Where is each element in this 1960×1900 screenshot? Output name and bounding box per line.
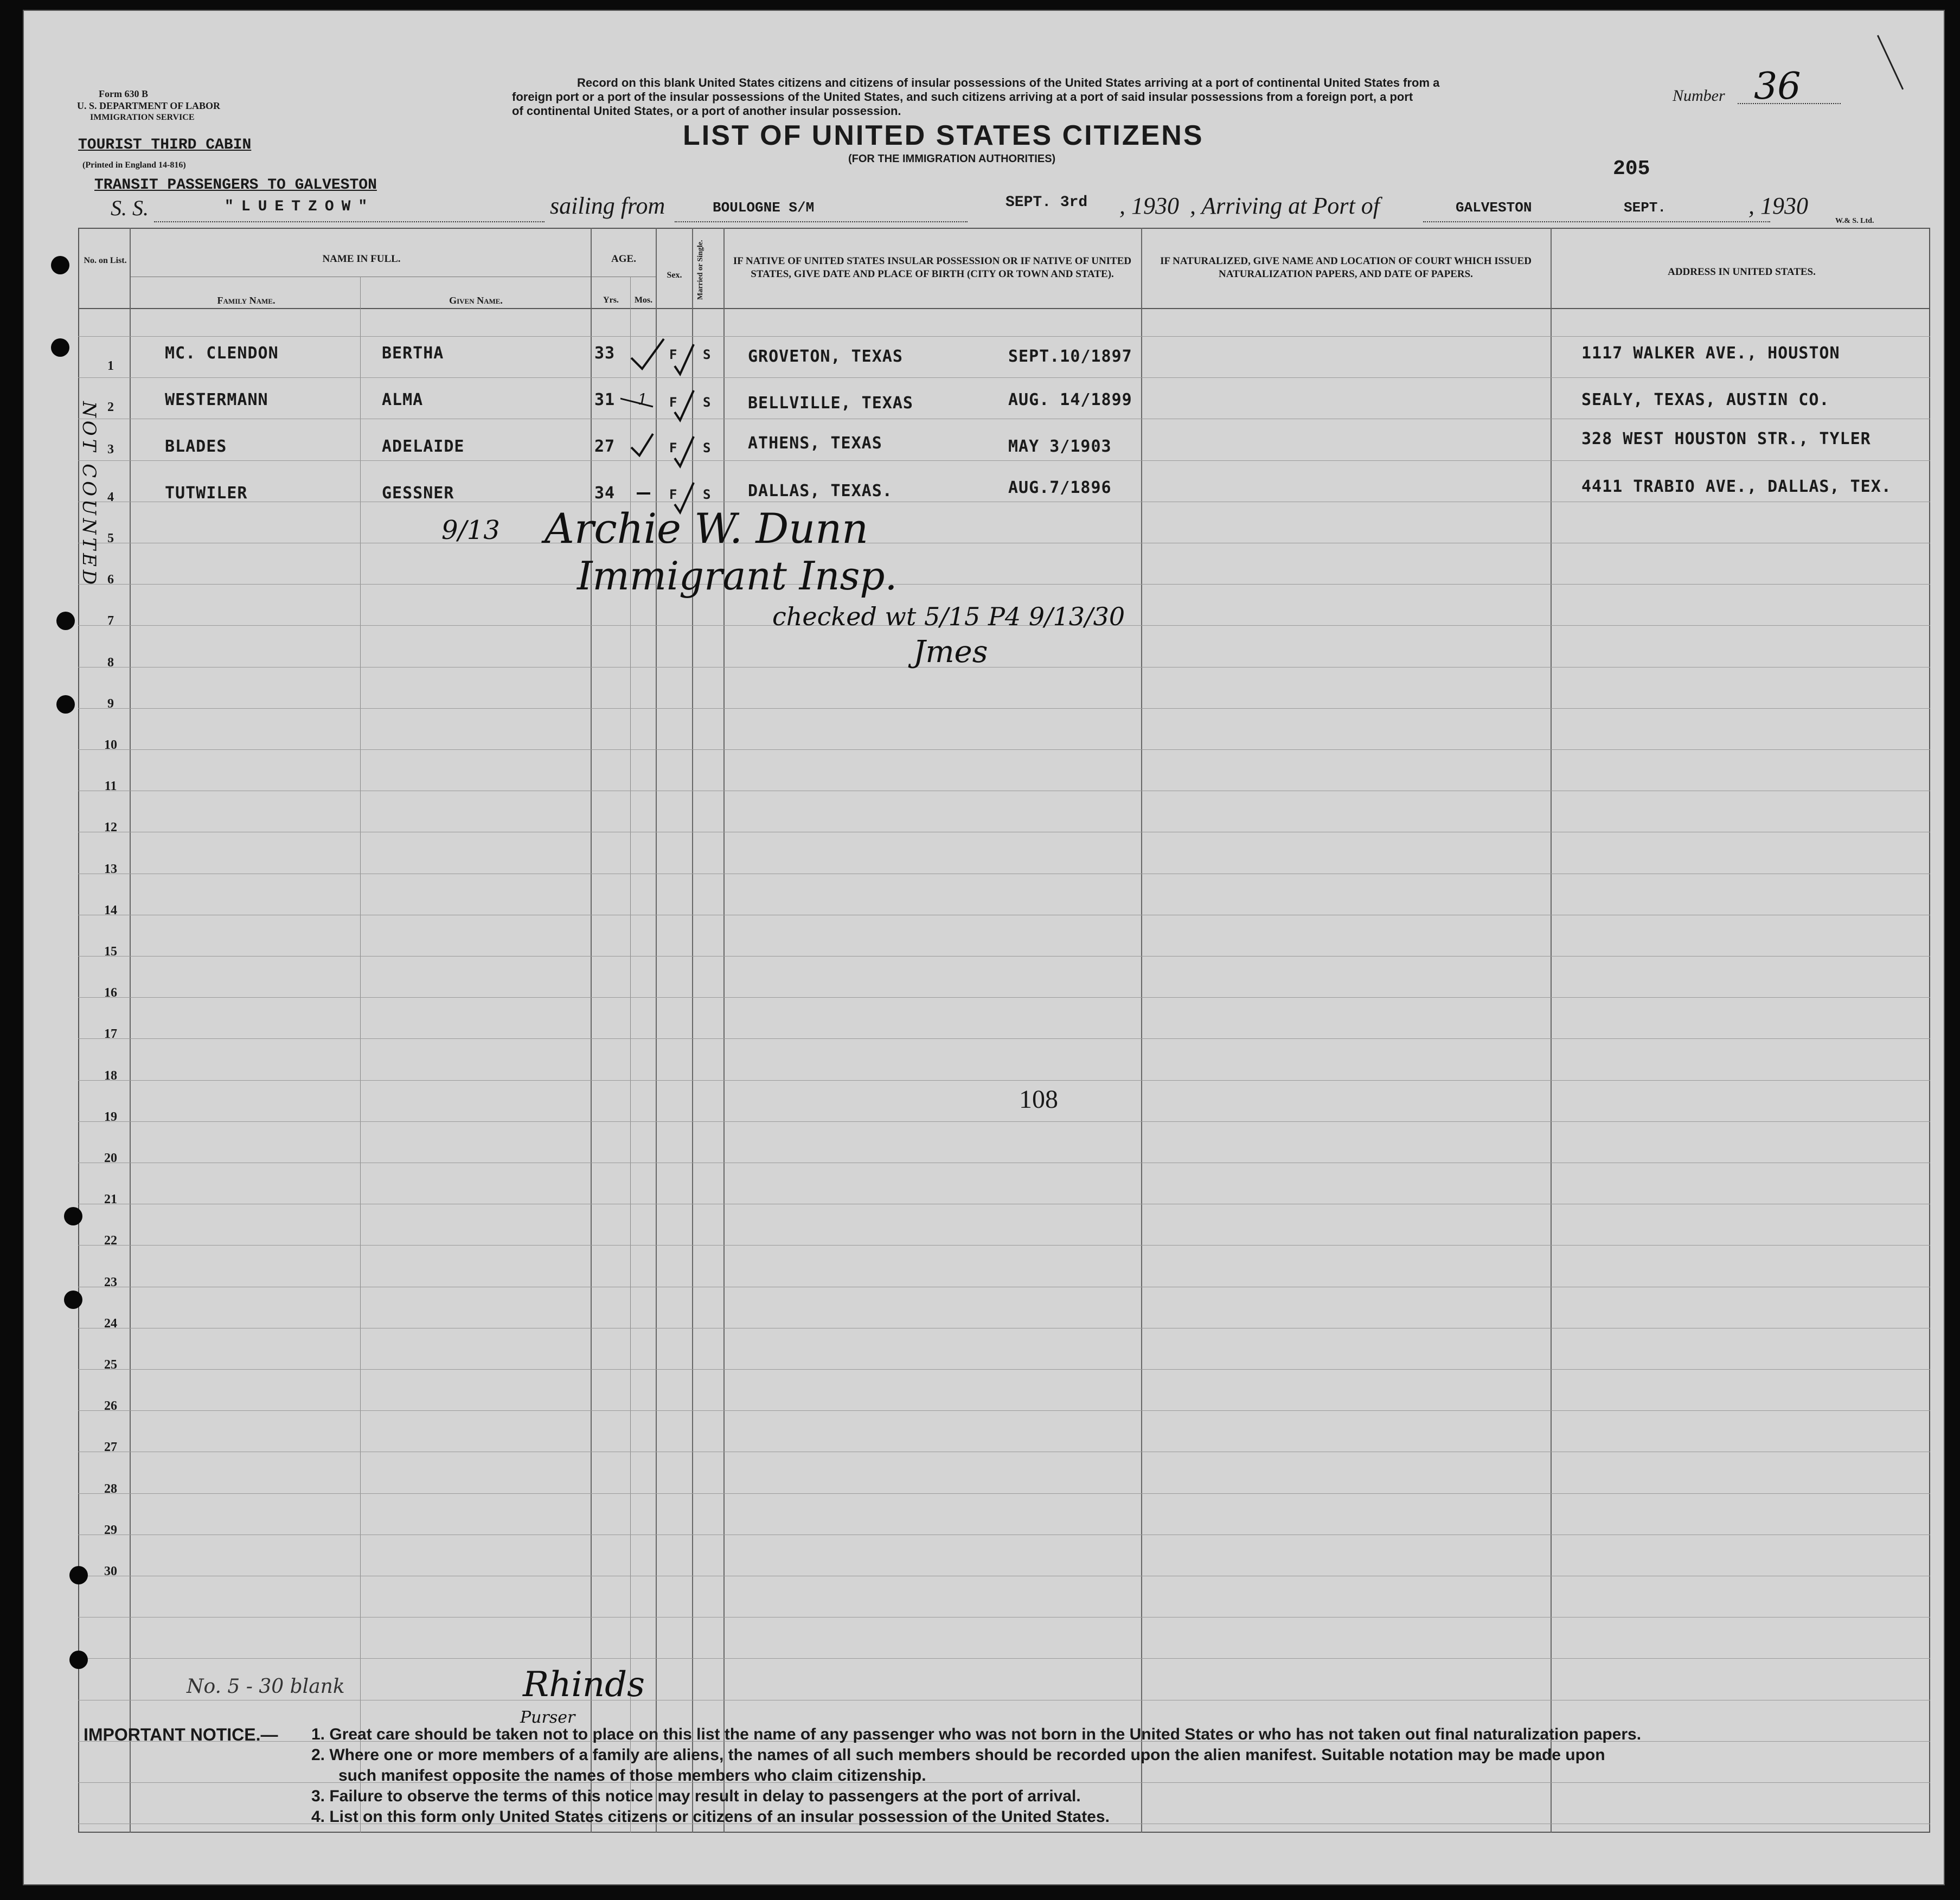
header-naturalized: IF NATURALIZED, GIVE NAME AND LOCATION OF COURT WHICH ISSUED NATURALIZATION PAPERS, AND DATE OF PAPERS. <box>1160 255 1532 280</box>
col-divider-name <box>591 228 592 1833</box>
row-rule <box>78 1121 1930 1122</box>
row-number: 1 <box>107 359 114 373</box>
marital-status: S <box>703 487 712 502</box>
record-text: Record on this blank United States citizens and citizens of insular possessions of the United States arriving at a port of continental United States from a foreign port or a port of the insular possessions of the United States, and such citizens arriving at a port of said insular possessions from a foreign port, a port of continental United States, or a port of another insular possession. <box>512 76 1440 118</box>
row-number: 17 <box>104 1027 117 1042</box>
col-divider-birth <box>1141 228 1142 1833</box>
header-given-name: Given Name. <box>449 295 503 306</box>
header-age: AGE. <box>611 253 636 265</box>
birth-place: ATHENS, TEXAS <box>748 434 882 453</box>
row-number: 26 <box>104 1399 117 1414</box>
check-marks <box>620 336 713 521</box>
ship-prefix: S. S. <box>111 196 149 220</box>
row-rule <box>78 1080 1930 1081</box>
header-divider <box>78 308 1930 309</box>
binder-hole <box>64 1207 82 1225</box>
birth-date: SEPT.10/1897 <box>1008 347 1132 366</box>
checked-annotation: checked wt 5/15 P4 9/13/30 <box>772 602 1125 631</box>
binder-hole <box>56 695 75 714</box>
row-number: 16 <box>104 986 117 1000</box>
row-rule <box>78 460 1930 461</box>
header-no-on-list: No. on List. <box>84 256 127 265</box>
row-number: 19 <box>104 1109 117 1124</box>
age-months: 1 <box>638 390 648 408</box>
notice-item: 1. Great care should be taken not to place on this list the name of any passenger who was not born in the United States or who has not taken out final naturalization papers. <box>311 1725 1642 1743</box>
row-rule <box>78 997 1930 998</box>
age-years: 27 <box>594 437 616 456</box>
row-number: 7 <box>107 614 114 628</box>
row-rule <box>78 1245 1930 1246</box>
marital-status: S <box>703 395 712 410</box>
notice-item: such manifest opposite the names of those members who claim citizenship. <box>338 1767 926 1785</box>
row-number: 30 <box>104 1564 117 1578</box>
number-underline <box>1738 103 1841 104</box>
row-number: 3 <box>107 442 114 457</box>
notice-items <box>311 1724 1641 1827</box>
row-number: 8 <box>107 655 114 670</box>
check-icon <box>675 390 694 420</box>
row-rule <box>78 1369 1930 1370</box>
class-stamp: TOURIST THIRD CABIN <box>78 137 252 153</box>
check-icon <box>675 344 694 374</box>
row-number: 10 <box>104 738 117 752</box>
marital-status: S <box>703 440 712 455</box>
row-number: 24 <box>104 1316 117 1331</box>
checker-initials: Jmes <box>913 634 988 670</box>
address: 4411 TRABIO AVE., DALLAS, TEX. <box>1581 477 1892 496</box>
manifest-sheet <box>23 10 1945 1885</box>
age-years: 33 <box>594 344 616 363</box>
printer-mark: W.& S. Ltd. <box>1835 217 1874 225</box>
sailing-underline <box>675 221 968 222</box>
not-counted-annotation: NOT COUNTED <box>78 401 100 588</box>
address: 328 WEST HOUSTON STR., TYLER <box>1581 429 1871 448</box>
header-yrs: Yrs. <box>603 296 619 305</box>
row-rule <box>78 336 1930 337</box>
notice-item: 2. Where one or more members of a family are aliens, the names of all such members should be recorded upon the alien manifest. Suitable notation may be made upon <box>311 1746 1605 1764</box>
row-number: 12 <box>104 820 117 835</box>
row-rule <box>78 1038 1930 1039</box>
strike-icon <box>620 396 653 407</box>
service: IMMIGRATION SERVICE <box>90 113 195 122</box>
given-name: GESSNER <box>382 484 454 503</box>
row-rule <box>78 1410 1930 1411</box>
row-number: 22 <box>104 1234 117 1248</box>
sex: F <box>669 395 678 410</box>
row-rule <box>78 1658 1930 1659</box>
row-number: 20 <box>104 1151 117 1165</box>
row-rule <box>78 708 1930 709</box>
ship-underline <box>154 221 545 222</box>
age-years: 31 <box>594 390 616 409</box>
header-sex: Sex. <box>667 271 682 280</box>
sailing-year: , 1930 <box>1119 192 1179 219</box>
birth-date: AUG. 14/1899 <box>1008 390 1132 409</box>
binder-hole <box>69 1566 88 1584</box>
number-value: 36 <box>1754 65 1801 108</box>
transit-stamp: TRANSIT PASSENGERS TO GALVESTON <box>94 177 377 194</box>
row-number: 14 <box>104 903 117 917</box>
page-subtitle: (FOR THE IMMIGRATION AUTHORITIES) <box>848 153 1056 165</box>
header-address: ADDRESS IN UNITED STATES. <box>1668 266 1816 278</box>
row-number: 11 <box>104 779 117 794</box>
family-name: BLADES <box>165 437 227 456</box>
page-title: LIST OF UNITED STATES CITIZENS <box>683 120 1204 151</box>
row-rule <box>78 377 1930 378</box>
printed-note: (Printed in England 14-816) <box>82 161 186 170</box>
row-rule <box>78 956 1930 957</box>
sailing-port: BOULOGNE S/M <box>713 200 815 216</box>
sex: F <box>669 440 678 455</box>
binder-hole <box>51 256 69 274</box>
inspector-signature: Archie W. Dunn <box>545 504 869 553</box>
given-name: ADELAIDE <box>382 437 465 456</box>
row-number: 9 <box>107 696 114 711</box>
department: U. S. DEPARTMENT OF LABOR <box>77 100 221 111</box>
arrival-day: 205 <box>1613 157 1650 181</box>
corner-mark <box>1877 35 1904 90</box>
row-number: 23 <box>104 1275 117 1289</box>
ship-name: "LUETZOW" <box>225 198 375 215</box>
blank-rows-note: No. 5 - 30 blank <box>187 1676 345 1698</box>
row-number: 6 <box>107 573 114 587</box>
notice-heading: IMPORTANT NOTICE.— <box>84 1725 278 1744</box>
birth-place: GROVETON, TEXAS <box>748 347 903 366</box>
address: SEALY, TEXAS, AUSTIN CO. <box>1581 390 1830 409</box>
binder-hole <box>51 338 69 357</box>
header-name-in-full: NAME IN FULL. <box>322 253 401 265</box>
col-divider-naturalized <box>1551 228 1552 1833</box>
row-number: 2 <box>107 400 114 414</box>
sailing-label: sailing from <box>550 192 665 219</box>
col-divider-no <box>130 228 131 1833</box>
family-name: WESTERMANN <box>165 390 268 409</box>
given-name: BERTHA <box>382 344 444 363</box>
table-border <box>78 228 1930 1833</box>
binder-hole <box>56 612 75 630</box>
check-icon <box>675 437 694 466</box>
notice-item: 3. Failure to observe the terms of this notice may result in delay to passengers at the port of arrival. <box>311 1787 1081 1805</box>
birth-place: BELLVILLE, TEXAS <box>748 394 913 413</box>
purser-signature: Rhinds <box>523 1665 645 1705</box>
page-number: 108 <box>1019 1085 1058 1114</box>
arrival-year: , 1930 <box>1748 192 1808 219</box>
row-rule <box>78 584 1930 585</box>
row-rule <box>78 1493 1930 1494</box>
col-divider-family <box>360 277 361 1833</box>
header-family-name: Family Name. <box>217 295 276 306</box>
birth-place: DALLAS, TEXAS. <box>748 482 893 500</box>
row-number: 29 <box>104 1523 117 1537</box>
header-married-or-single: Married or Single. <box>696 240 704 300</box>
family-name: MC. CLENDON <box>165 344 279 363</box>
important-notice <box>84 1724 278 1746</box>
arrival-month: SEPT. <box>1624 200 1667 216</box>
arrival-underline <box>1423 221 1770 222</box>
row-number: 13 <box>104 862 117 876</box>
row-number: 27 <box>104 1440 117 1455</box>
purser-label: Purser <box>520 1708 575 1727</box>
marital-status: S <box>703 347 712 362</box>
inspector-date: 9/13 <box>441 515 500 545</box>
header-mos: Mos. <box>634 296 653 305</box>
sex: F <box>669 487 678 502</box>
sex: F <box>669 347 678 362</box>
row-number: 4 <box>107 490 114 504</box>
family-name: TUTWILER <box>165 484 248 503</box>
row-number: 18 <box>104 1068 117 1083</box>
address: 1117 WALKER AVE., HOUSTON <box>1581 344 1840 363</box>
row-number: 21 <box>104 1192 117 1207</box>
col-divider-status <box>723 228 725 1833</box>
given-name: ALMA <box>382 390 424 409</box>
row-number: 15 <box>104 945 117 959</box>
birth-date: AUG.7/1896 <box>1008 478 1112 497</box>
inspector-title: Immigrant Insp. <box>577 553 898 599</box>
row-number: 5 <box>107 531 114 545</box>
row-rule <box>78 749 1930 750</box>
age-years: 34 <box>594 484 616 503</box>
binder-hole <box>69 1651 88 1669</box>
row-number: 28 <box>104 1481 117 1496</box>
number-label: Number <box>1673 87 1725 105</box>
form-number: Form 630 B <box>99 88 148 99</box>
arriving-label: , Arriving at Port of <box>1190 192 1380 219</box>
sailing-date: SEPT. 3rd <box>1005 194 1088 211</box>
row-number: 25 <box>104 1358 117 1372</box>
notice-item: 4. List on this form only United States citizens or citizens of an insular possession of the United States. <box>311 1808 1110 1826</box>
birth-date: MAY 3/1903 <box>1008 437 1112 456</box>
check-icon <box>631 339 664 369</box>
binder-hole <box>64 1291 82 1309</box>
check-icon <box>631 434 653 455</box>
arrival-port: GALVESTON <box>1456 200 1532 216</box>
header-birth: IF NATIVE OF UNITED STATES INSULAR POSSESSION OR IF NATIVE OF UNITED STATES, GIVE DATE AND PLACE OF BIRTH (CITY OR TOWN AND STATE). <box>733 255 1132 280</box>
